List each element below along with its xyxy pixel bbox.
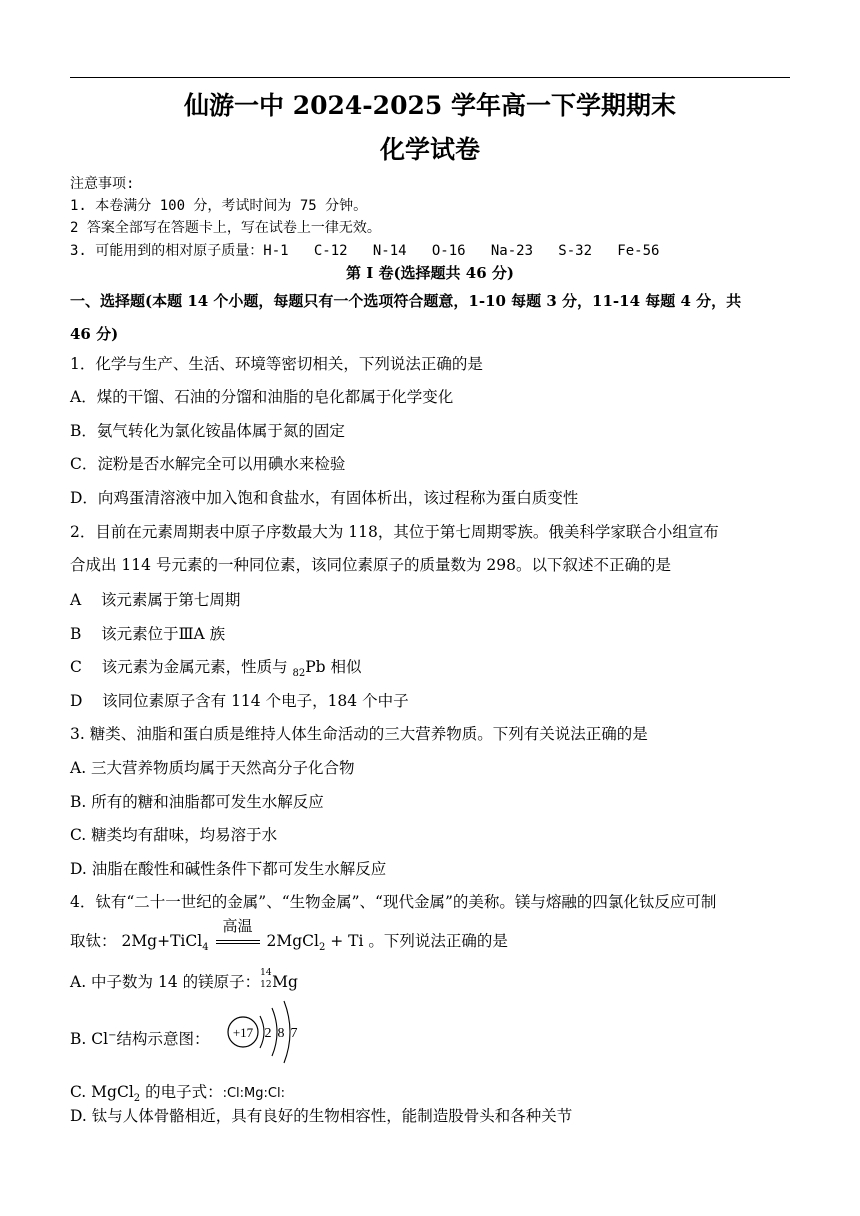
- q4-option-c-subscript: 2: [133, 1093, 141, 1105]
- q2-stem-line2: 合成出 114 号元素的一种同位素，该同位素原子的质量数为 298。以下叙述不正确的是: [70, 556, 671, 574]
- q2-option-d: D 该同位素原子含有 114 个电子，184 个中子: [70, 692, 409, 710]
- q1-option-c: C．淀粉是否水解完全可以用碘水来检验: [70, 455, 346, 473]
- atomic-number: 12: [260, 980, 272, 990]
- equation-products: 2MgCl: [266, 932, 319, 950]
- shell-2-electrons: 8: [277, 1026, 285, 1041]
- q4-stem-line1: 4．钛有“二十一世纪的金属”、“生物金属”、“现代金属”的美称。镁与熔融的四氯化钛反应可制: [70, 893, 717, 911]
- nucleus-charge: +17: [232, 1025, 254, 1040]
- q4-option-a: [70, 970, 298, 992]
- q2-option-c: [70, 655, 362, 679]
- equation-reactant-subscript: 4: [202, 942, 209, 954]
- section-heading-line2: 46 分): [70, 325, 119, 343]
- q1-option-b: B．氨气转化为氯化铵晶体属于氮的固定: [70, 422, 345, 440]
- q4-option-b-post: 结构示意图：: [116, 1030, 210, 1048]
- q2-stem-line1: 2．目前在元素周期表中原子序数最大为 118，其位于第七周期零族。俄美科学家联合小组宣布: [70, 523, 719, 541]
- q2-option-b: B 该元素位于ⅢA 族: [70, 625, 226, 643]
- equation-condition: 高温: [222, 917, 253, 935]
- ion-charge: −: [108, 1029, 117, 1041]
- q2-option-c-atomic-number: 82: [292, 668, 306, 680]
- equation-products-post: + Ti: [325, 932, 364, 950]
- q3-option-d: D. 油脂在酸性和碱性条件下都可发生水解反应: [70, 860, 387, 878]
- note-item-3: 3. 可能用到的相对原子质量：H-1 C-12 N-14 O-16 Na-23 S-32 Fe-56: [70, 243, 660, 259]
- q4-option-a-text: A. 中子数为 14 的镁原子：: [70, 973, 261, 991]
- element-symbol: Mg: [272, 973, 298, 991]
- q3-option-a: A. 三大营养物质均属于天然高分子化合物: [70, 759, 355, 777]
- q1-option-a: A．煤的干馏、石油的分馏和油脂的皂化都属于化学变化: [70, 388, 454, 406]
- q4-stem-line2: [70, 917, 508, 954]
- note-item-2: 2 答案全部写在答题卡上，写在试卷上一律无效。: [70, 220, 381, 236]
- note-item-1: 1. 本卷满分 100 分，考试时间为 75 分钟。: [70, 198, 368, 214]
- top-rule: [70, 77, 790, 78]
- q4-option-c-pre: C. MgCl: [70, 1083, 134, 1101]
- section-heading-line1: 一、选择题(本题 14 个小题，每题只有一个选项符合题意，1-10 每题 3 分，11-14 每题 4 分，共: [70, 292, 742, 310]
- notes-heading: 注意事项:: [70, 176, 135, 192]
- q2-option-c-pre: C 该元素为金属元素，性质与: [70, 658, 293, 676]
- q2-option-a: A 该元素属于第七周期: [70, 591, 241, 609]
- q4-stem-pre: 取钛：: [70, 932, 117, 950]
- q1-stem: 1．化学与生产、生活、环境等密切相关，下列说法正确的是: [70, 355, 483, 373]
- q2-option-c-post: Pb 相似: [305, 658, 362, 676]
- exam-subject: 化学试卷: [379, 135, 480, 164]
- electron-dot-formula: :Cl:Mg:Cl:: [222, 1086, 285, 1101]
- q4-option-c: [70, 1080, 285, 1104]
- equation-reactants: 2Mg+TiCl: [121, 932, 203, 950]
- atom-structure-diagram: [224, 996, 308, 1068]
- q3-option-c: C. 糖类均有甜味，均易溶于水: [70, 826, 278, 844]
- q4-option-c-post: 的电子式：: [140, 1083, 223, 1101]
- shell-3-electrons: 7: [290, 1026, 298, 1041]
- isotope-notation: [260, 968, 272, 990]
- mass-number: 14: [260, 968, 272, 978]
- equation-product-subscript: 2: [318, 942, 326, 954]
- q4-option-d: D. 钛与人体骨骼相近，具有良好的生物相容性，能制造股骨头和各种关节: [70, 1107, 573, 1125]
- shell-1-electrons: 2: [264, 1026, 272, 1041]
- q1-option-d: D．向鸡蛋清溶液中加入饱和食盐水，有固体析出，该过程称为蛋白质变性: [70, 489, 579, 507]
- equation-arrow: [214, 917, 262, 950]
- q3-stem: 3. 糖类、油脂和蛋白质是维持人体生命活动的三大营养物质。下列有关说法正确的是: [70, 725, 648, 743]
- q4-stem-post: 。下列说法正确的是: [368, 932, 508, 950]
- q4-equation: [121, 917, 368, 954]
- exam-title: 仙游一中 2024-2025 学年高一下学期期末: [184, 91, 676, 120]
- q3-option-b: B. 所有的糖和油脂都可发生水解反应: [70, 793, 324, 811]
- part1-heading: 第 I 卷(选择题共 46 分): [346, 264, 514, 282]
- q4-option-b-pre: B. Cl: [70, 1030, 109, 1048]
- q4-option-b: [70, 1027, 209, 1049]
